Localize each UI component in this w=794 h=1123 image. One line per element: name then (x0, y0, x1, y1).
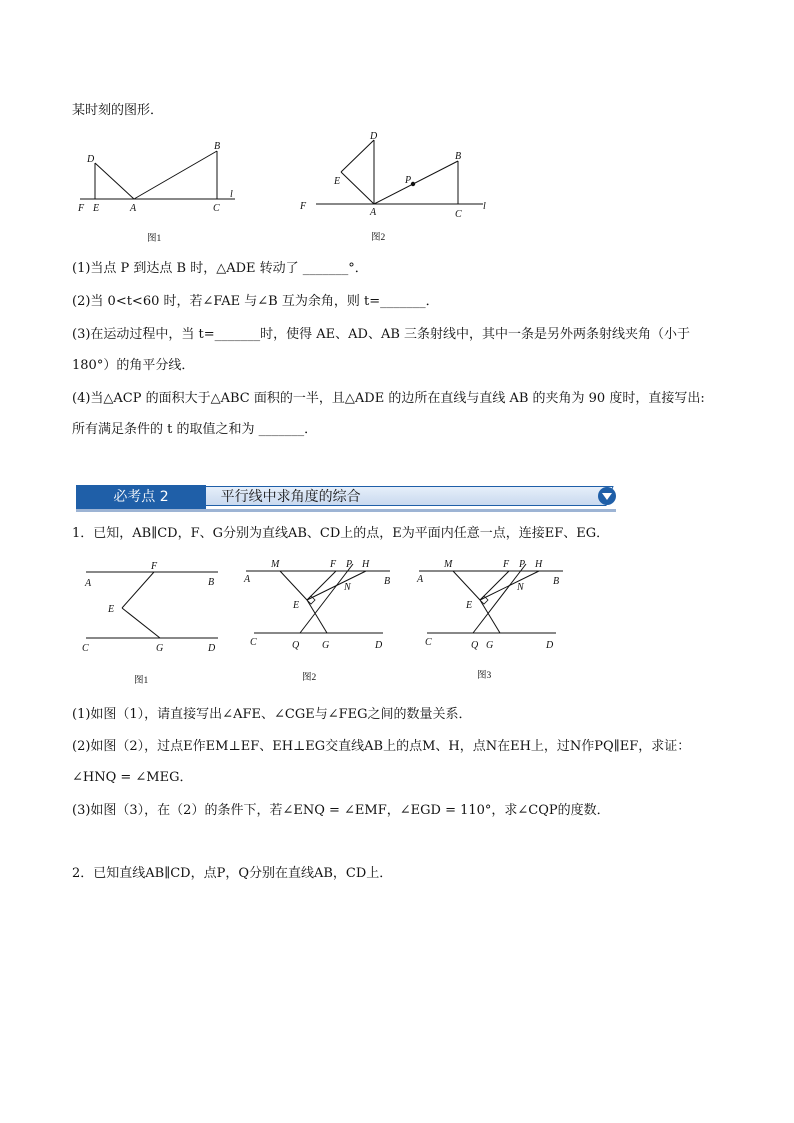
label-A: A (370, 207, 377, 218)
question-3-line2: 180°）的角平分线． (72, 358, 195, 373)
problem-1-stem: 1．已知，AB∥CD，F、G分别为直线AB、CD上的点，E为平面内任意一点，连接EF、EG． (72, 526, 610, 541)
problem-1-part-2-line1: (2)如图（2），过点E作EM⊥EF、EH⊥EG交直线AB上的点M、H，点N在EH上，过N作PQ∥EF，求证： (72, 739, 691, 754)
label-D: D (546, 640, 554, 651)
label-A: A (417, 574, 424, 585)
label-A: A (244, 574, 251, 585)
label-E: E (334, 176, 341, 187)
figure-top-1 (75, 135, 245, 245)
banner-title-box (190, 486, 613, 506)
label-D: D (87, 154, 95, 165)
problem-1-figure-2 (242, 556, 394, 686)
problem-1-part-2-line2: ∠HNQ = ∠MEG． (72, 770, 193, 785)
label-D: D (375, 640, 383, 651)
label-C: C (455, 209, 462, 220)
section-banner (76, 485, 616, 509)
label-P: P (405, 175, 412, 186)
label-C: C (213, 203, 220, 214)
label-E: E (466, 600, 473, 611)
question-4-line1: (4)当△ACP 的面积大于△ABC 面积的一半，且△ADE 的边所在直线与直线 AB 的夹角为 90 度时，直接写出: (72, 391, 705, 406)
label-P: P (519, 559, 526, 570)
problem-1-part-1: (1)如图（1），请直接写出∠AFE、∠CGE与∠FEG之间的数量关系． (72, 707, 472, 722)
label-C: C (250, 637, 257, 648)
problem-1-figure-1 (80, 556, 225, 686)
banner-title: 平行线中求角度的综合 (220, 489, 361, 505)
banner-shadow (76, 509, 616, 512)
figure-top-2 (298, 128, 498, 248)
label-B: B (455, 151, 462, 162)
figure-caption: 图2 (302, 673, 317, 683)
problem-1-figure-3 (415, 556, 567, 686)
label-B: B (208, 577, 215, 588)
label-C: C (82, 643, 89, 654)
label-B: B (214, 141, 221, 152)
label-M: M (444, 559, 453, 570)
label-F: F (503, 559, 510, 570)
label-P: P (346, 559, 353, 570)
label-E: E (93, 203, 100, 214)
figure-caption: 图1 (147, 234, 162, 244)
label-l: l (230, 189, 233, 200)
label-G: G (322, 640, 330, 651)
label-l: l (483, 201, 486, 212)
label-M: M (271, 559, 280, 570)
label-G: G (486, 640, 494, 651)
label-C: C (425, 637, 432, 648)
label-H: H (362, 559, 370, 570)
chevron-down-icon (598, 487, 616, 505)
label-Q: Q (292, 640, 300, 651)
question-1: (1)当点 P 到达点 B 时，△ADE 转动了 _______°． (72, 261, 368, 276)
intro-text: 某时刻的图形． (72, 103, 164, 118)
label-H: H (535, 559, 543, 570)
figure-caption: 图1 (134, 676, 149, 686)
label-D: D (208, 643, 216, 654)
problem-2-stem: 2．已知直线AB∥CD，点P，Q分别在直线AB，CD上． (72, 866, 393, 881)
label-F: F (300, 201, 307, 212)
label-Q: Q (471, 640, 479, 651)
label-D: D (370, 131, 378, 142)
label-F: F (330, 559, 337, 570)
label-B: B (553, 576, 560, 587)
label-B: B (384, 576, 391, 587)
label-E: E (108, 604, 115, 615)
label-E: E (293, 600, 300, 611)
figure-caption: 图3 (477, 671, 492, 681)
label-N: N (517, 582, 524, 593)
label-F: F (151, 561, 158, 572)
question-3-line1: (3)在运动过程中，当 t=_______时，使得 AE、AD、AB 三条射线中，其中一条是另外两条射线夹角（小于 (72, 327, 691, 342)
question-2: (2)当 0<t<60 时，若∠FAE 与∠B 互为余角，则 t=_______． (72, 294, 439, 309)
label-N: N (344, 582, 351, 593)
figure-caption: 图2 (371, 233, 386, 243)
banner-tag: 必考点 2 (76, 485, 206, 509)
question-4-line2: 所有满足条件的 t 的取值之和为 _______． (72, 422, 318, 437)
label-G: G (156, 643, 164, 654)
label-A: A (130, 203, 137, 214)
label-F: F (78, 203, 85, 214)
problem-1-part-3: (3)如图（3），在（2）的条件下，若∠ENQ = ∠EMF，∠EGD = 110°，求∠CQP的度数． (72, 803, 610, 818)
label-A: A (85, 578, 92, 589)
